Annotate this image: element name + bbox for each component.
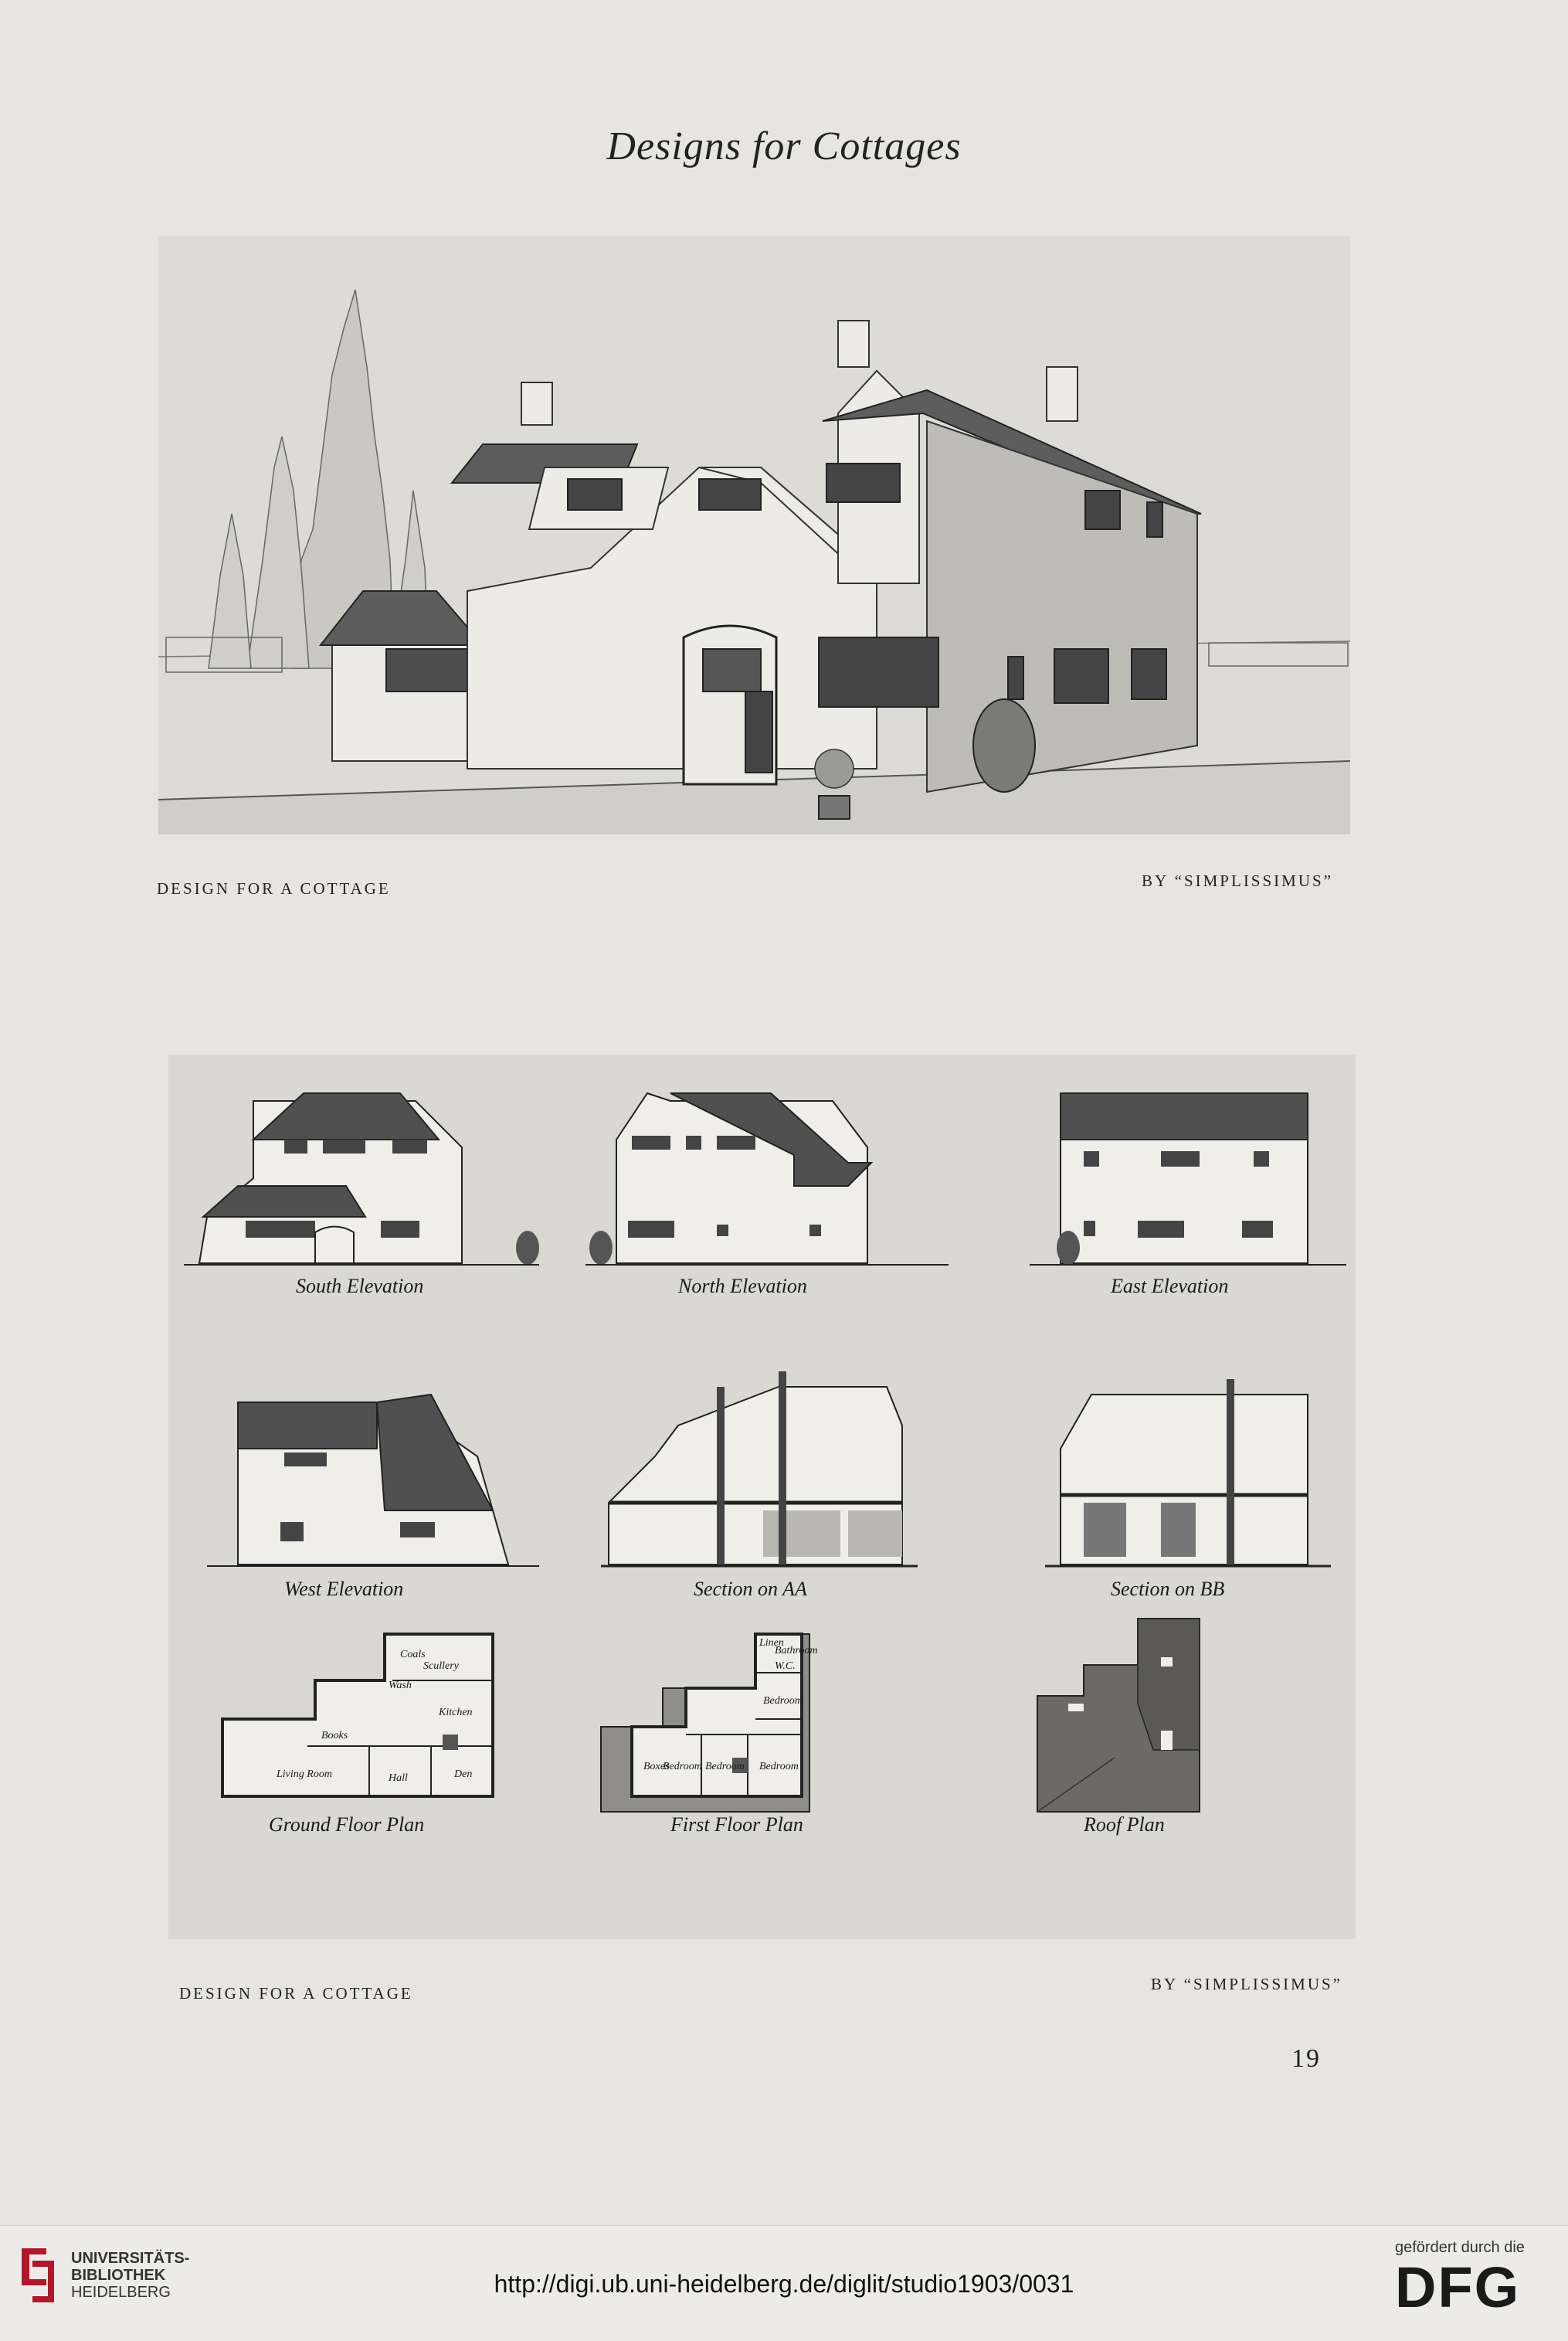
- university-line-2: BIBLIOTHEK: [71, 2267, 166, 2284]
- room-bedroom-4: Bedroom: [759, 1761, 799, 1772]
- roof-plan-label: Roof Plan: [1084, 1813, 1165, 1836]
- plate1-caption-left: DESIGN FOR A COTTAGE: [157, 879, 391, 898]
- page-number: 19: [1291, 2044, 1321, 2073]
- section-aa-label: Section on AA: [694, 1578, 807, 1600]
- plate2-caption-right: BY “SIMPLISSIMUS”: [1151, 1975, 1342, 1993]
- room-bedroom-3: Bedroom: [705, 1761, 745, 1772]
- room-boxes: Boxes: [643, 1761, 670, 1772]
- room-den: Den: [454, 1768, 473, 1780]
- south-elevation-label: South Elevation: [296, 1275, 424, 1297]
- room-scullery: Scullery: [423, 1660, 459, 1672]
- north-elevation-label: North Elevation: [678, 1275, 807, 1297]
- first-floor-plan-label: First Floor Plan: [670, 1813, 803, 1836]
- plate1-caption-right: BY “SIMPLISSIMUS”: [1142, 872, 1333, 890]
- room-kitchen: Kitchen: [439, 1707, 473, 1718]
- section-bb-label: Section on BB: [1111, 1578, 1225, 1600]
- room-hall: Hall: [389, 1772, 408, 1784]
- university-line-3: HEIDELBERG: [71, 2284, 171, 2301]
- cottage-perspective-plate: [158, 236, 1350, 834]
- university-line-1: UNIVERSITÄTS-: [71, 2250, 190, 2267]
- room-coals: Coals: [400, 1649, 426, 1660]
- west-elevation-label: West Elevation: [284, 1578, 404, 1600]
- cottage-plans-plate: [168, 1055, 1356, 1939]
- room-wc: W.C.: [775, 1660, 796, 1672]
- cottage-perspective-drawing: [158, 236, 1350, 834]
- dfg-funding-badge[interactable]: [1395, 2239, 1525, 2319]
- room-wash: Wash: [389, 1680, 412, 1691]
- room-living-room: Living Room: [277, 1768, 332, 1780]
- east-elevation-label: East Elevation: [1111, 1275, 1229, 1297]
- room-bathroom: Bathroom: [775, 1645, 818, 1656]
- room-linen: Linen: [759, 1637, 784, 1649]
- room-bedroom-2: Bedroom: [663, 1761, 702, 1772]
- plate2-caption-left: DESIGN FOR A COTTAGE: [179, 1984, 413, 2003]
- funded-by-note: gefördert durch die: [1395, 2239, 1525, 2256]
- room-bedroom-1: Bedroom: [763, 1695, 803, 1707]
- section-bb-drawing: [1045, 1379, 1331, 1600]
- source-url-link[interactable]: http://digi.ub.uni-heidelberg.de/diglit/studio1903/0031: [494, 2270, 1074, 2298]
- page-heading: Designs for Cottages: [606, 124, 962, 168]
- cottage-plans-drawing: [168, 1055, 1356, 1939]
- room-books: Books: [321, 1730, 348, 1741]
- ground-floor-plan-label: Ground Floor Plan: [269, 1813, 425, 1836]
- dfg-logo: DFG: [1395, 2255, 1521, 2319]
